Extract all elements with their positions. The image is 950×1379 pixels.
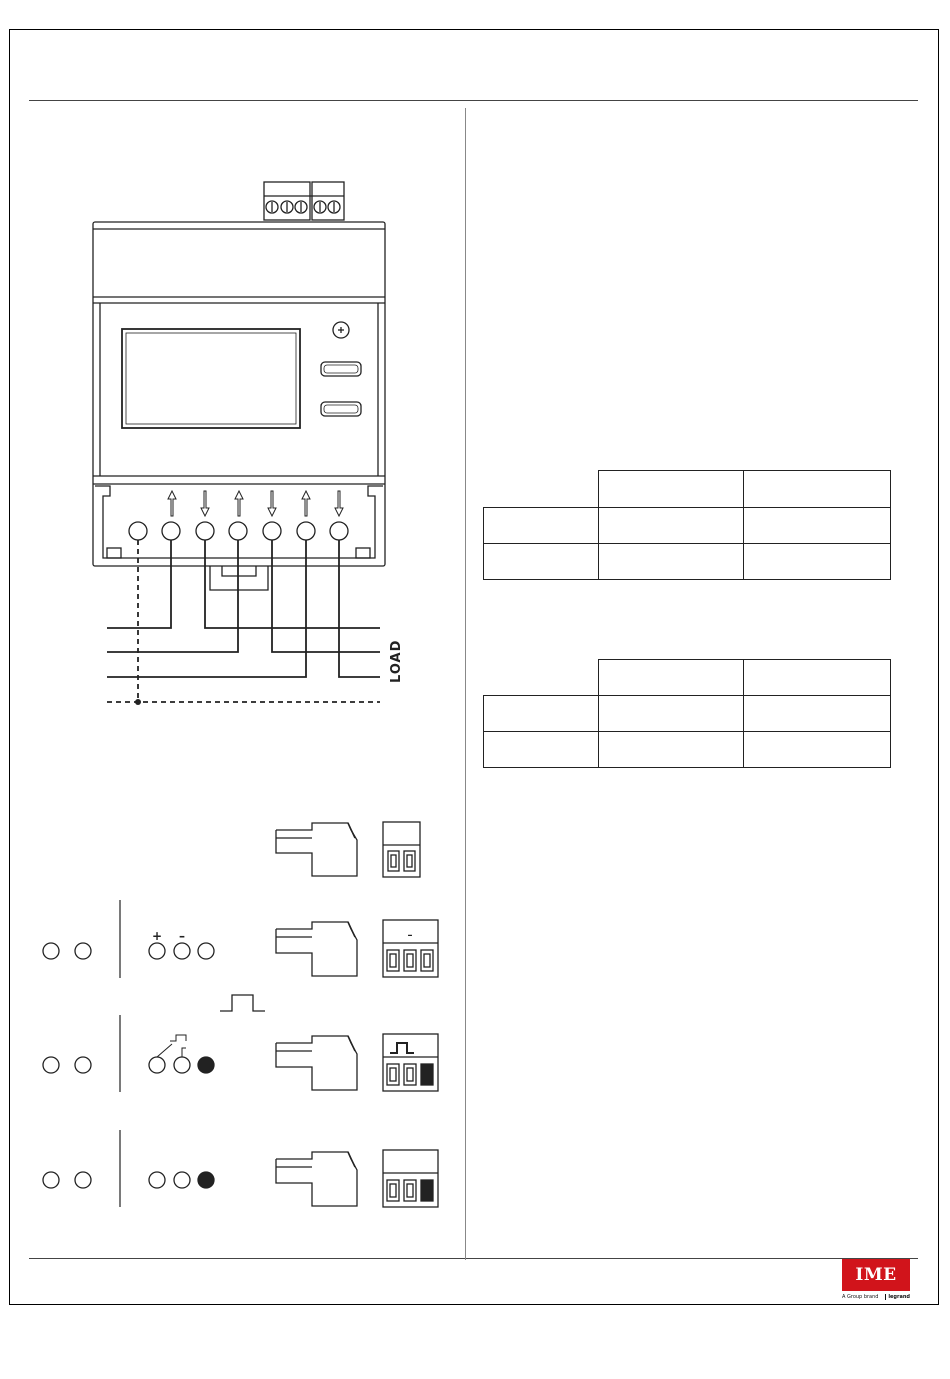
output-terminals-2 <box>149 943 214 959</box>
table-row <box>484 508 891 544</box>
table-row <box>484 660 891 696</box>
table-cell <box>598 544 743 580</box>
minus-sign: – <box>179 929 185 943</box>
led-indicator-icon <box>333 322 349 338</box>
button-down[interactable] <box>321 402 361 416</box>
connector-minus-sign: – <box>407 930 413 941</box>
table-cell <box>743 471 890 508</box>
lcd-display <box>122 329 300 428</box>
module-side-3 <box>276 1036 357 1090</box>
table-row <box>484 544 891 580</box>
terminal-arrows <box>168 491 343 516</box>
connector-front-1 <box>383 822 420 877</box>
connector-front-2 <box>383 920 438 977</box>
module-side-4 <box>276 1152 357 1206</box>
table-cell <box>743 508 890 544</box>
table-cell <box>484 732 599 768</box>
brand-logo-mark: IME <box>842 1259 910 1291</box>
plus-sign: + <box>151 929 163 943</box>
brand-logo <box>842 1259 910 1300</box>
group-name: legrand <box>885 1294 910 1300</box>
table-cell <box>598 471 743 508</box>
table-cell <box>743 732 890 768</box>
table-cell <box>484 508 599 544</box>
spec-table-1 <box>483 470 891 580</box>
table-cell <box>598 508 743 544</box>
relay-contact-symbol <box>157 1035 186 1057</box>
wiring-lines <box>107 540 380 702</box>
table-cell <box>484 471 599 508</box>
table-row <box>484 471 891 508</box>
neutral-junction <box>135 699 141 705</box>
table-cell <box>743 696 890 732</box>
lcd-inner <box>126 333 296 424</box>
terminal-pair-4 <box>43 1172 91 1188</box>
connector-front-3 <box>383 1034 438 1091</box>
pulse-symbol <box>220 995 265 1011</box>
table-row <box>484 732 891 768</box>
brand-tagline-text: A Group brand <box>842 1294 879 1300</box>
table-cell <box>598 660 743 696</box>
terminal-row <box>129 522 348 540</box>
module-side-1 <box>276 823 357 876</box>
spec-table-2 <box>483 659 891 768</box>
table-cell <box>743 660 890 696</box>
table-cell <box>598 732 743 768</box>
button-up[interactable] <box>321 362 361 376</box>
table-cell <box>484 660 599 696</box>
brand-tagline <box>842 1294 910 1300</box>
top-terminal-block <box>264 182 344 220</box>
output-terminals-4 <box>149 1172 214 1188</box>
terminal-pair-2 <box>43 943 91 959</box>
table-cell <box>743 544 890 580</box>
table-cell <box>598 696 743 732</box>
table-cell <box>484 544 599 580</box>
table-row <box>484 696 891 732</box>
output-terminals-3 <box>149 1057 214 1073</box>
terminal-pair-3 <box>43 1057 91 1073</box>
table-cell <box>484 696 599 732</box>
connector-front-4 <box>383 1150 438 1207</box>
load-label: LOAD <box>389 639 404 683</box>
meter-body <box>93 222 385 590</box>
module-side-2 <box>276 922 357 976</box>
